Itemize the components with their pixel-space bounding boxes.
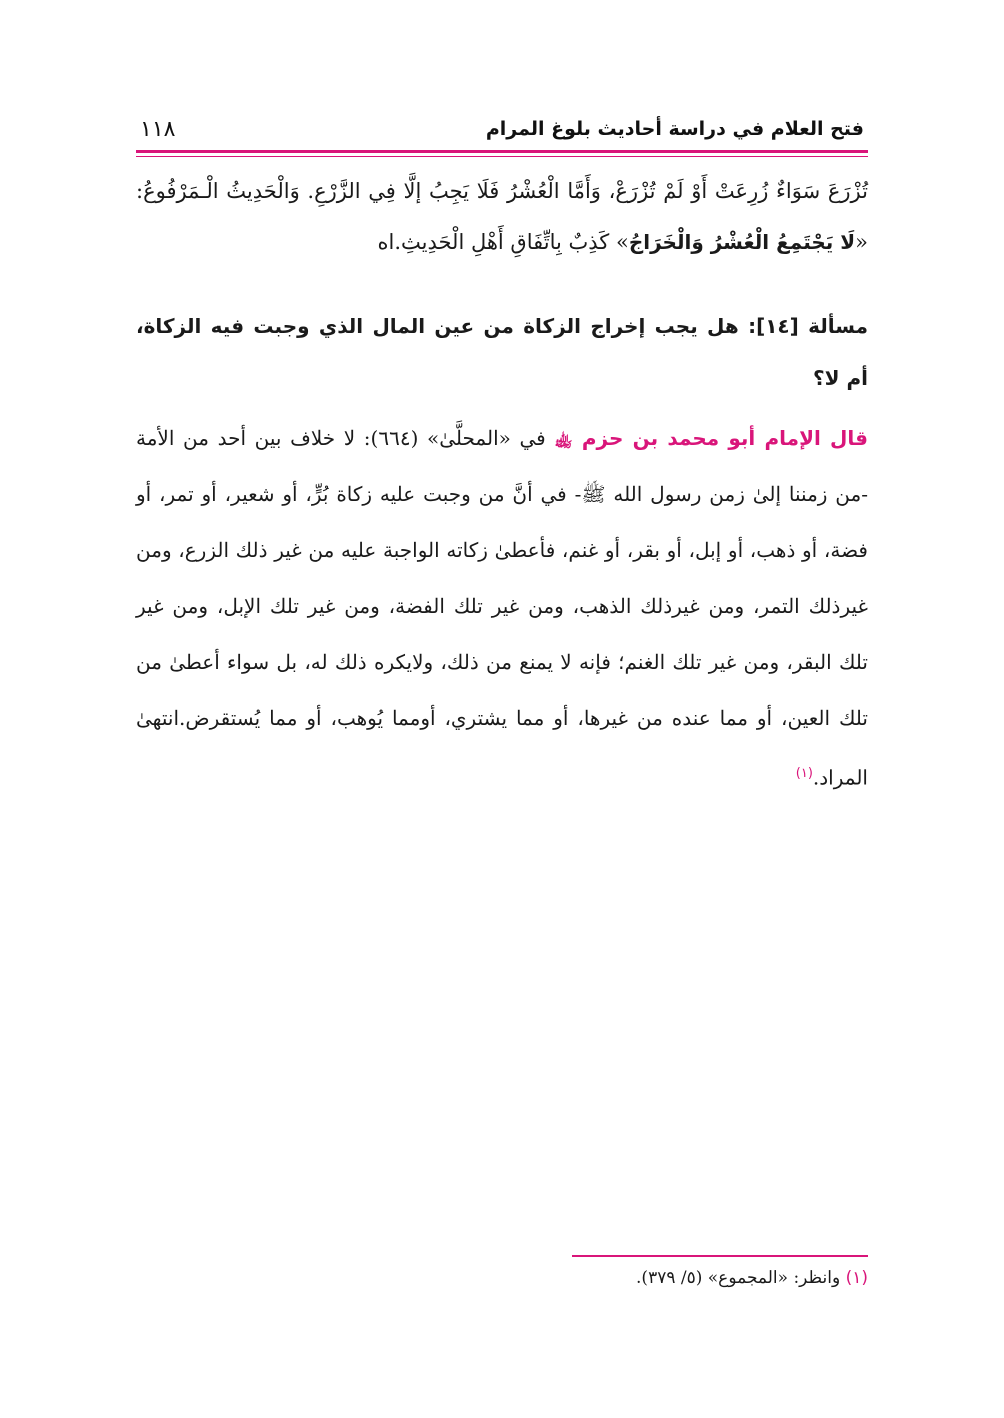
- running-header: [140, 112, 864, 146]
- top-paragraph: [136, 166, 868, 268]
- footnote-number: (١): [845, 1268, 868, 1288]
- main-text: في «المحلَّىٰ» (٦٦٤): لا خلاف بين أحد من الأمة -من زمننا إلىٰ زمن رسول الله ﷺ- في أنَّ من وجبت عليه زكاة بُرٍّ، أو شعير، أو تمر، أو فضة، أو ذهب، أو إبل، أو بقر، أو غنم، فأعطىٰ زكاته الواجبة عليه من غير ذلك الزرع، ومن غيرذلك التمر، ومن غيرذلك الذهب، ومن غير تلك الفضة، ومن غير تلك الإبل، ومن غير تلك البقر، ومن غير تلك الغنم؛ فإنه لا يمنع من ذلك، ولايكره ذلك له، بل سواء أعطىٰ من تلك العين، أو مما عنده من غيرها، أو مما يشتري، أومما يُوهب، أو مما يُستقرض.انتهىٰ المراد.: [136, 426, 868, 790]
- footnote-reference[interactable]: (١): [795, 766, 813, 781]
- footnote-rule: [572, 1255, 868, 1257]
- speaker-name: قال الإمام أبو محمد بن حزم ﵀: [554, 426, 869, 450]
- hadith-quote: لَا يَجْتَمِعُ الْعُشْرُ وَالْخَرَاجُ: [628, 230, 856, 254]
- footnote: [636, 1268, 868, 1288]
- footnote-text: وانظر: «المجموع» (٥/ ٣٧٩).: [636, 1268, 846, 1288]
- top-text-2: » كَذِبٌ بِاتِّفَاقِ أَهْلِ الْحَدِيثِ.اه: [377, 230, 629, 254]
- question-label: مسألة [١٤]:: [748, 314, 868, 338]
- book-title: فتح العلام في دراسة أحاديث بلوغ المرام: [485, 118, 864, 140]
- main-paragraph: [136, 410, 868, 806]
- top-text-1: تُزْرَعَ سَوَاءٌ زُرِعَتْ أَوْ لَمْ تُزْرَعْ، وَأَمَّا الْعُشْرُ فَلَا يَجِبُ إلَّا فِي الزَّرْعِ. وَالْحَدِيثُ الْـمَرْفُوعُ: «: [136, 179, 868, 254]
- question-heading: [136, 300, 868, 404]
- question-text: هل يجب إخراج الزكاة من عين المال الذي وجبت فيه الزكاة، أم لا؟: [136, 314, 868, 390]
- header-rule-thin: [136, 156, 868, 157]
- page-number: ١١٨: [140, 116, 176, 142]
- header-rule-thick: [136, 150, 868, 153]
